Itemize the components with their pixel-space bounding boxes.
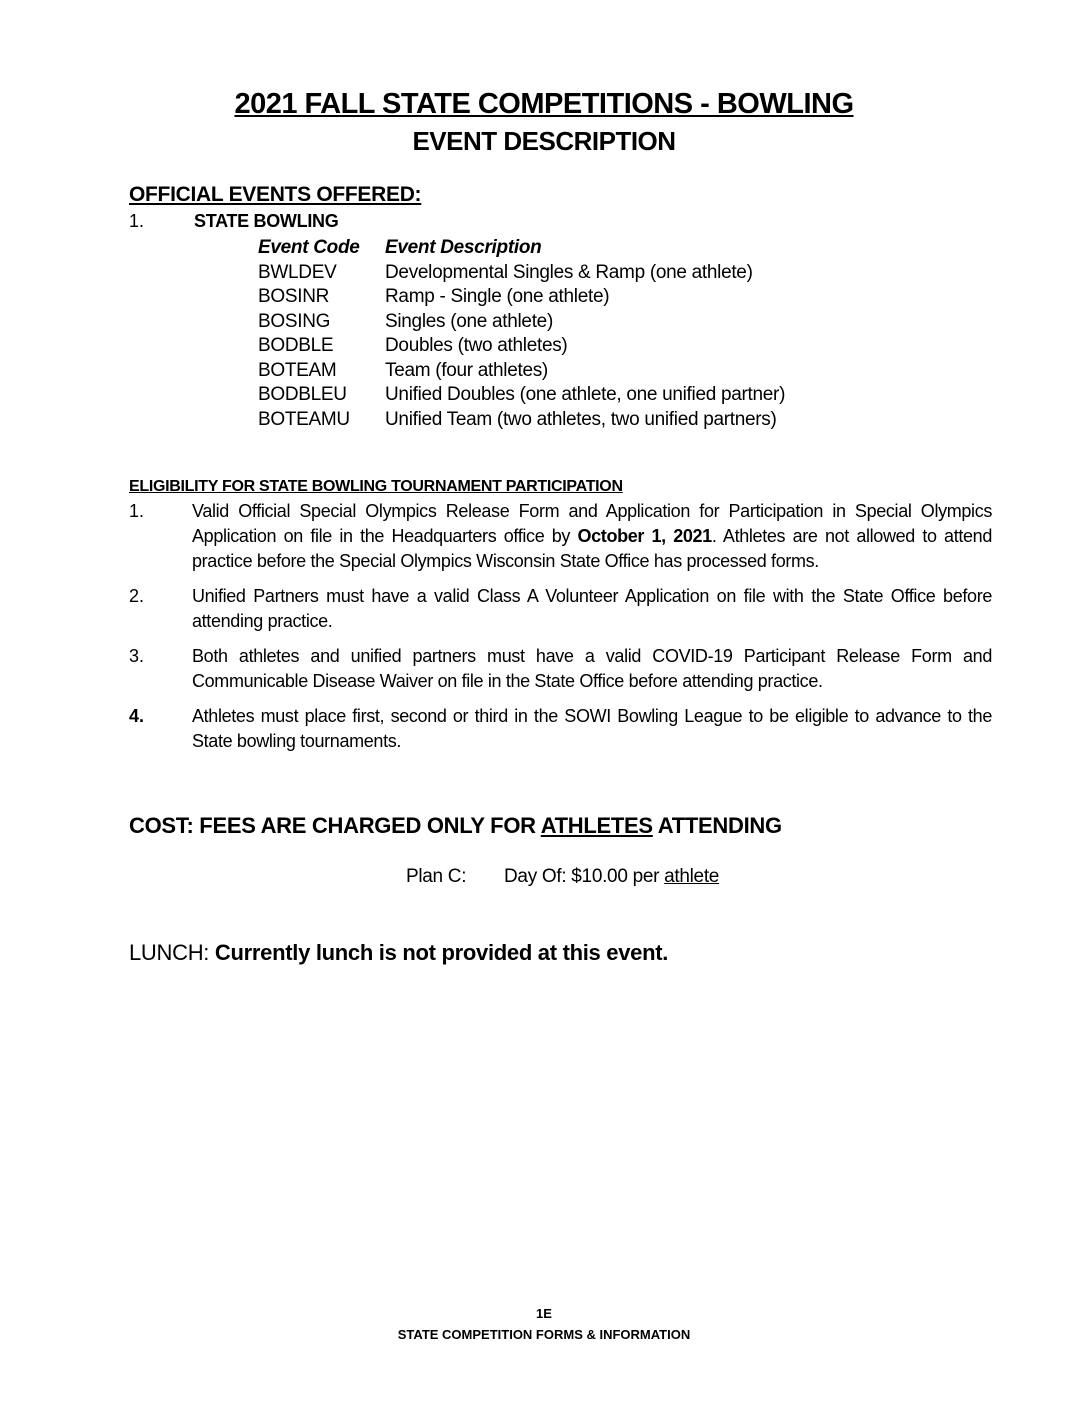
event-name: STATE BOWLING	[194, 211, 339, 231]
list-item-text: Unified Partners must have a valid Class A Volunteer Application on file with the State Office before attending practice.	[192, 586, 992, 631]
event-code: BOSING	[258, 310, 331, 332]
lunch-colon: :	[203, 940, 215, 965]
list-item-text: Athletes must place first, second or third in the SOWI Bowling League to be eligible to advance to the State bowling tournaments.	[192, 706, 992, 751]
eligibility-list	[129, 499, 992, 764]
list-item-text: Both athletes and unified partners must have a valid COVID-19 Participant Release Form and Communicable Disease Waiver on file in the State Office before attending practice.	[192, 646, 992, 691]
event-code: BOTEAM	[258, 359, 337, 381]
event-code: BODBLEU	[258, 384, 347, 405]
event-description: Team (four athletes)	[385, 359, 548, 381]
footer-text: STATE COMPETITION FORMS & INFORMATION	[397, 1327, 691, 1342]
event-description: Singles (one athlete)	[385, 310, 553, 332]
list-item	[129, 499, 992, 574]
col-header-code: Event Code	[258, 237, 360, 258]
event-description: Ramp - Single (one athlete)	[385, 286, 610, 307]
table-row	[258, 334, 785, 359]
cost-heading-athletes: ATHLETES	[540, 813, 653, 838]
list-item-number: 1.	[129, 501, 145, 521]
document-subtitle: EVENT DESCRIPTION	[412, 126, 676, 156]
table-row	[258, 383, 785, 408]
plan-value-prefix: Day Of: $10.00 per	[504, 866, 665, 887]
eligibility-heading: ELIGIBILITY FOR STATE BOWLING TOURNAMENT PARTICIPATION	[129, 478, 623, 495]
event-code: BOSINR	[258, 286, 330, 307]
list-item	[129, 704, 992, 754]
list-item-text-part: . Athletes are not allowed to attend practice before the Special Olympics Wisconsin State Office has processed forms.	[192, 526, 992, 571]
col-header-description: Event Description	[385, 237, 542, 258]
event-code: BOTEAMU	[258, 408, 350, 430]
table-row	[258, 408, 785, 433]
page-number: 1E	[536, 1306, 552, 1321]
cost-heading-prefix: COST: FEES ARE CHARGED ONLY FOR	[129, 813, 541, 838]
event-description: Unified Team (two athletes, two unified partners)	[385, 408, 777, 430]
list-item-text-part: Valid Official Special Olympics Release Form and Application for Participation in Special Olympics Application on file in the Headquarters office by	[192, 501, 992, 546]
event-code-table-header	[258, 236, 785, 261]
plan-value	[504, 866, 719, 888]
table-row	[258, 261, 785, 286]
event-description: Doubles (two athletes)	[385, 335, 568, 356]
list-item-number: 3.	[129, 646, 145, 666]
cost-heading-suffix: ATTENDING	[652, 813, 782, 838]
event-description: Unified Doubles (one athlete, one unified partner)	[385, 384, 786, 405]
table-row	[258, 285, 785, 310]
list-item-number: 2.	[129, 586, 145, 606]
lunch-text: Currently lunch is not provided at this event.	[214, 940, 669, 965]
official-events-heading: OFFICIAL EVENTS OFFERED:	[129, 183, 422, 206]
plan-value-athlete: athlete	[664, 866, 720, 887]
event-code: BODBLE	[258, 335, 334, 356]
deadline-date: October 1, 2021	[577, 526, 712, 546]
event-code: BWLDEV	[258, 261, 337, 283]
list-item	[129, 644, 992, 694]
document-title: 2021 FALL STATE COMPETITIONS - BOWLING	[234, 88, 854, 120]
table-row	[258, 359, 785, 384]
list-item-number: 4.	[129, 706, 145, 726]
cost-heading	[129, 813, 782, 839]
event-code-table	[258, 236, 785, 432]
table-row	[258, 310, 785, 335]
list-item-text	[192, 499, 992, 574]
lunch-label: LUNCH	[129, 940, 204, 965]
event-number: 1.	[129, 211, 145, 231]
plan-label: Plan C:	[406, 866, 467, 887]
lunch-note	[129, 940, 668, 966]
event-description: Developmental Singles & Ramp (one athlete)	[385, 261, 753, 283]
list-item	[129, 584, 992, 634]
